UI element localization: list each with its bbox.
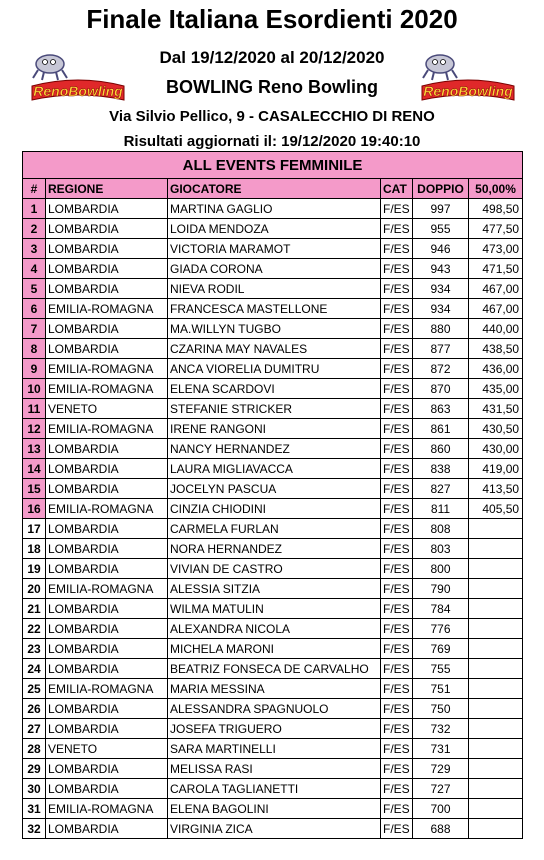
category-cell: F/ES bbox=[381, 259, 413, 279]
score-cell: 784 bbox=[413, 599, 469, 619]
position-cell: 7 bbox=[23, 319, 46, 339]
average-cell: 405,50 bbox=[469, 499, 523, 519]
score-cell: 861 bbox=[413, 419, 469, 439]
region-cell: EMILIA-ROMAGNA bbox=[46, 499, 168, 519]
position-cell: 29 bbox=[23, 759, 46, 779]
player-cell: VIRGINIA ZICA bbox=[168, 819, 381, 839]
position-cell: 20 bbox=[23, 579, 46, 599]
category-cell: F/ES bbox=[381, 579, 413, 599]
category-cell: F/ES bbox=[381, 699, 413, 719]
table-row bbox=[23, 619, 523, 639]
table-row bbox=[23, 359, 523, 379]
venue-name: BOWLING Reno Bowling bbox=[166, 77, 378, 97]
region-cell: EMILIA-ROMAGNA bbox=[46, 299, 168, 319]
player-cell: SARA MARTINELLI bbox=[168, 739, 381, 759]
score-cell: 997 bbox=[413, 199, 469, 219]
player-cell: ELENA SCARDOVI bbox=[168, 379, 381, 399]
player-cell: IRENE RANGONI bbox=[168, 419, 381, 439]
player-cell: ELENA BAGOLINI bbox=[168, 799, 381, 819]
logo-mascot-icon bbox=[423, 55, 457, 80]
position-cell: 6 bbox=[23, 299, 46, 319]
score-cell: 755 bbox=[413, 659, 469, 679]
player-cell: WILMA MATULIN bbox=[168, 599, 381, 619]
table-row bbox=[23, 579, 523, 599]
region-cell: EMILIA-ROMAGNA bbox=[46, 359, 168, 379]
category-cell: F/ES bbox=[381, 739, 413, 759]
region-cell: LOMBARDIA bbox=[46, 719, 168, 739]
category-cell: F/ES bbox=[381, 759, 413, 779]
position-cell: 23 bbox=[23, 639, 46, 659]
category-cell: F/ES bbox=[381, 519, 413, 539]
average-cell bbox=[469, 759, 523, 779]
average-cell bbox=[469, 639, 523, 659]
score-cell: 827 bbox=[413, 479, 469, 499]
score-cell: 934 bbox=[413, 279, 469, 299]
average-cell: 471,50 bbox=[469, 259, 523, 279]
player-cell: CAROLA TAGLIANETTI bbox=[168, 779, 381, 799]
event-dates: Dal 19/12/2020 al 20/12/2020 bbox=[159, 48, 385, 67]
table-row bbox=[23, 819, 523, 839]
region-cell: VENETO bbox=[46, 739, 168, 759]
average-cell: 473,00 bbox=[469, 239, 523, 259]
average-cell: 438,50 bbox=[469, 339, 523, 359]
col-header-region: REGIONE bbox=[46, 179, 168, 199]
table-row bbox=[23, 699, 523, 719]
player-cell: MICHELA MARONI bbox=[168, 639, 381, 659]
position-cell: 22 bbox=[23, 619, 46, 639]
table-row bbox=[23, 659, 523, 679]
position-cell: 16 bbox=[23, 499, 46, 519]
score-cell: 946 bbox=[413, 239, 469, 259]
position-cell: 2 bbox=[23, 219, 46, 239]
reno-bowling-logo-left bbox=[30, 50, 126, 105]
position-cell: 17 bbox=[23, 519, 46, 539]
position-cell: 26 bbox=[23, 699, 46, 719]
table-row bbox=[23, 739, 523, 759]
player-cell: ALESSANDRA SPAGNUOLO bbox=[168, 699, 381, 719]
average-cell bbox=[469, 739, 523, 759]
position-cell: 27 bbox=[23, 719, 46, 739]
position-cell: 13 bbox=[23, 439, 46, 459]
table-row bbox=[23, 259, 523, 279]
category-cell: F/ES bbox=[381, 399, 413, 419]
score-cell: 729 bbox=[413, 759, 469, 779]
average-cell bbox=[469, 579, 523, 599]
average-cell: 467,00 bbox=[469, 279, 523, 299]
position-cell: 15 bbox=[23, 479, 46, 499]
score-cell: 838 bbox=[413, 459, 469, 479]
score-cell: 751 bbox=[413, 679, 469, 699]
logo-mascot-icon bbox=[33, 55, 67, 80]
category-cell: F/ES bbox=[381, 659, 413, 679]
average-cell bbox=[469, 699, 523, 719]
player-cell: CINZIA CHIODINI bbox=[168, 499, 381, 519]
score-cell: 863 bbox=[413, 399, 469, 419]
average-cell: 498,50 bbox=[469, 199, 523, 219]
region-cell: EMILIA-ROMAGNA bbox=[46, 419, 168, 439]
category-cell: F/ES bbox=[381, 379, 413, 399]
region-cell: LOMBARDIA bbox=[46, 759, 168, 779]
player-cell: VICTORIA MARAMOT bbox=[168, 239, 381, 259]
position-cell: 3 bbox=[23, 239, 46, 259]
table-row bbox=[23, 599, 523, 619]
average-cell: 440,00 bbox=[469, 319, 523, 339]
player-cell: FRANCESCA MASTELLONE bbox=[168, 299, 381, 319]
table-row bbox=[23, 679, 523, 699]
category-cell: F/ES bbox=[381, 459, 413, 479]
score-cell: 776 bbox=[413, 619, 469, 639]
average-cell bbox=[469, 599, 523, 619]
region-cell: VENETO bbox=[46, 399, 168, 419]
category-cell: F/ES bbox=[381, 439, 413, 459]
table-row bbox=[23, 639, 523, 659]
score-cell: 870 bbox=[413, 379, 469, 399]
score-cell: 688 bbox=[413, 819, 469, 839]
category-cell: F/ES bbox=[381, 679, 413, 699]
region-cell: LOMBARDIA bbox=[46, 519, 168, 539]
position-cell: 31 bbox=[23, 799, 46, 819]
average-cell bbox=[469, 819, 523, 839]
position-cell: 21 bbox=[23, 599, 46, 619]
average-cell bbox=[469, 799, 523, 819]
table-row bbox=[23, 299, 523, 319]
average-cell: 419,00 bbox=[469, 459, 523, 479]
score-cell: 790 bbox=[413, 579, 469, 599]
player-cell: MARIA MESSINA bbox=[168, 679, 381, 699]
position-cell: 19 bbox=[23, 559, 46, 579]
table-row bbox=[23, 199, 523, 219]
table-row bbox=[23, 559, 523, 579]
col-header-position: # bbox=[23, 179, 46, 199]
position-cell: 5 bbox=[23, 279, 46, 299]
player-cell: ANCA VIORELIA DUMITRU bbox=[168, 359, 381, 379]
category-cell: F/ES bbox=[381, 499, 413, 519]
player-cell: JOCELYN PASCUA bbox=[168, 479, 381, 499]
average-cell: 436,00 bbox=[469, 359, 523, 379]
table-row bbox=[23, 379, 523, 399]
score-cell: 769 bbox=[413, 639, 469, 659]
region-cell: LOMBARDIA bbox=[46, 659, 168, 679]
table-row bbox=[23, 479, 523, 499]
table-banner-row bbox=[23, 152, 523, 179]
table-row bbox=[23, 419, 523, 439]
average-cell bbox=[469, 559, 523, 579]
player-cell: NIEVA RODIL bbox=[168, 279, 381, 299]
average-cell: 435,00 bbox=[469, 379, 523, 399]
table-row bbox=[23, 539, 523, 559]
player-cell: GIADA CORONA bbox=[168, 259, 381, 279]
region-cell: LOMBARDIA bbox=[46, 319, 168, 339]
category-cell: F/ES bbox=[381, 479, 413, 499]
average-cell bbox=[469, 619, 523, 639]
average-cell: 431,50 bbox=[469, 399, 523, 419]
reno-bowling-logo-right bbox=[420, 50, 516, 105]
category-cell: F/ES bbox=[381, 559, 413, 579]
table-row bbox=[23, 779, 523, 799]
page-title: Finale Italiana Esordienti 2020 bbox=[86, 4, 458, 34]
position-cell: 4 bbox=[23, 259, 46, 279]
category-cell: F/ES bbox=[381, 239, 413, 259]
category-cell: F/ES bbox=[381, 779, 413, 799]
table-row bbox=[23, 239, 523, 259]
region-cell: LOMBARDIA bbox=[46, 199, 168, 219]
score-cell: 700 bbox=[413, 799, 469, 819]
player-cell: CZARINA MAY NAVALES bbox=[168, 339, 381, 359]
category-cell: F/ES bbox=[381, 299, 413, 319]
logo-text: RenoBowling bbox=[423, 83, 513, 99]
player-cell: MARTINA GAGLIO bbox=[168, 199, 381, 219]
player-cell: MA.WILLYN TUGBO bbox=[168, 319, 381, 339]
position-cell: 25 bbox=[23, 679, 46, 699]
player-cell: NORA HERNANDEZ bbox=[168, 539, 381, 559]
player-cell: MELISSA RASI bbox=[168, 759, 381, 779]
col-header-score: DOPPIO bbox=[413, 179, 469, 199]
category-cell: F/ES bbox=[381, 639, 413, 659]
position-cell: 9 bbox=[23, 359, 46, 379]
logo-text: RenoBowling bbox=[33, 83, 123, 99]
category-cell: F/ES bbox=[381, 219, 413, 239]
position-cell: 28 bbox=[23, 739, 46, 759]
score-cell: 731 bbox=[413, 739, 469, 759]
category-cell: F/ES bbox=[381, 279, 413, 299]
average-cell: 477,50 bbox=[469, 219, 523, 239]
score-cell: 750 bbox=[413, 699, 469, 719]
average-cell: 430,00 bbox=[469, 439, 523, 459]
position-cell: 8 bbox=[23, 339, 46, 359]
category-cell: F/ES bbox=[381, 599, 413, 619]
table-banner: ALL EVENTS FEMMINILE bbox=[23, 152, 523, 179]
category-cell: F/ES bbox=[381, 799, 413, 819]
score-cell: 872 bbox=[413, 359, 469, 379]
average-cell: 430,50 bbox=[469, 419, 523, 439]
score-cell: 803 bbox=[413, 539, 469, 559]
region-cell: LOMBARDIA bbox=[46, 259, 168, 279]
score-cell: 811 bbox=[413, 499, 469, 519]
region-cell: LOMBARDIA bbox=[46, 439, 168, 459]
score-cell: 877 bbox=[413, 339, 469, 359]
region-cell: LOMBARDIA bbox=[46, 539, 168, 559]
score-cell: 808 bbox=[413, 519, 469, 539]
position-cell: 30 bbox=[23, 779, 46, 799]
score-cell: 955 bbox=[413, 219, 469, 239]
category-cell: F/ES bbox=[381, 539, 413, 559]
region-cell: LOMBARDIA bbox=[46, 239, 168, 259]
venue-address: Via Silvio Pellico, 9 - CASALECCHIO DI RENO bbox=[109, 108, 435, 125]
region-cell: LOMBARDIA bbox=[46, 639, 168, 659]
score-cell: 727 bbox=[413, 779, 469, 799]
col-header-player: GIOCATORE bbox=[168, 179, 381, 199]
region-cell: EMILIA-ROMAGNA bbox=[46, 799, 168, 819]
region-cell: LOMBARDIA bbox=[46, 819, 168, 839]
region-cell: LOMBARDIA bbox=[46, 219, 168, 239]
position-cell: 32 bbox=[23, 819, 46, 839]
average-cell: 467,00 bbox=[469, 299, 523, 319]
score-cell: 800 bbox=[413, 559, 469, 579]
average-cell: 413,50 bbox=[469, 479, 523, 499]
col-header-category: CAT bbox=[381, 179, 413, 199]
player-cell: LOIDA MENDOZA bbox=[168, 219, 381, 239]
table-body bbox=[23, 199, 523, 839]
table-row bbox=[23, 499, 523, 519]
player-cell: ALEXANDRA NICOLA bbox=[168, 619, 381, 639]
results-table bbox=[22, 151, 523, 839]
table-row bbox=[23, 319, 523, 339]
table-row bbox=[23, 339, 523, 359]
player-cell: CARMELA FURLAN bbox=[168, 519, 381, 539]
table-row bbox=[23, 219, 523, 239]
table-row bbox=[23, 439, 523, 459]
position-cell: 12 bbox=[23, 419, 46, 439]
region-cell: LOMBARDIA bbox=[46, 459, 168, 479]
update-timestamp: Risultati aggiornati il: 19/12/2020 19:40:10 bbox=[123, 133, 421, 150]
category-cell: F/ES bbox=[381, 819, 413, 839]
position-cell: 11 bbox=[23, 399, 46, 419]
position-cell: 24 bbox=[23, 659, 46, 679]
region-cell: LOMBARDIA bbox=[46, 339, 168, 359]
table-row bbox=[23, 399, 523, 419]
position-cell: 1 bbox=[23, 199, 46, 219]
table-row bbox=[23, 719, 523, 739]
category-cell: F/ES bbox=[381, 339, 413, 359]
average-cell bbox=[469, 679, 523, 699]
category-cell: F/ES bbox=[381, 319, 413, 339]
region-cell: LOMBARDIA bbox=[46, 559, 168, 579]
category-cell: F/ES bbox=[381, 199, 413, 219]
average-cell bbox=[469, 659, 523, 679]
position-cell: 14 bbox=[23, 459, 46, 479]
table-row bbox=[23, 799, 523, 819]
player-cell: JOSEFA TRIGUERO bbox=[168, 719, 381, 739]
player-cell: NANCY HERNANDEZ bbox=[168, 439, 381, 459]
average-cell bbox=[469, 719, 523, 739]
category-cell: F/ES bbox=[381, 619, 413, 639]
table-row bbox=[23, 519, 523, 539]
region-cell: LOMBARDIA bbox=[46, 619, 168, 639]
player-cell: LAURA MIGLIAVACCA bbox=[168, 459, 381, 479]
average-cell bbox=[469, 779, 523, 799]
player-cell: BEATRIZ FONSECA DE CARVALHO bbox=[168, 659, 381, 679]
player-cell: VIVIAN DE CASTRO bbox=[168, 559, 381, 579]
region-cell: EMILIA-ROMAGNA bbox=[46, 579, 168, 599]
player-cell: ALESSIA SITZIA bbox=[168, 579, 381, 599]
category-cell: F/ES bbox=[381, 359, 413, 379]
score-cell: 732 bbox=[413, 719, 469, 739]
region-cell: LOMBARDIA bbox=[46, 599, 168, 619]
table-row bbox=[23, 279, 523, 299]
region-cell: LOMBARDIA bbox=[46, 699, 168, 719]
score-cell: 934 bbox=[413, 299, 469, 319]
table-row bbox=[23, 459, 523, 479]
position-cell: 10 bbox=[23, 379, 46, 399]
region-cell: LOMBARDIA bbox=[46, 479, 168, 499]
position-cell: 18 bbox=[23, 539, 46, 559]
category-cell: F/ES bbox=[381, 419, 413, 439]
region-cell: LOMBARDIA bbox=[46, 779, 168, 799]
score-cell: 860 bbox=[413, 439, 469, 459]
region-cell: EMILIA-ROMAGNA bbox=[46, 379, 168, 399]
average-cell bbox=[469, 539, 523, 559]
average-cell bbox=[469, 519, 523, 539]
player-cell: STEFANIE STRICKER bbox=[168, 399, 381, 419]
region-cell: EMILIA-ROMAGNA bbox=[46, 679, 168, 699]
category-cell: F/ES bbox=[381, 719, 413, 739]
table-row bbox=[23, 759, 523, 779]
score-cell: 880 bbox=[413, 319, 469, 339]
region-cell: LOMBARDIA bbox=[46, 279, 168, 299]
col-header-average: 50,00% bbox=[469, 179, 523, 199]
table-header-row bbox=[23, 179, 523, 199]
score-cell: 943 bbox=[413, 259, 469, 279]
